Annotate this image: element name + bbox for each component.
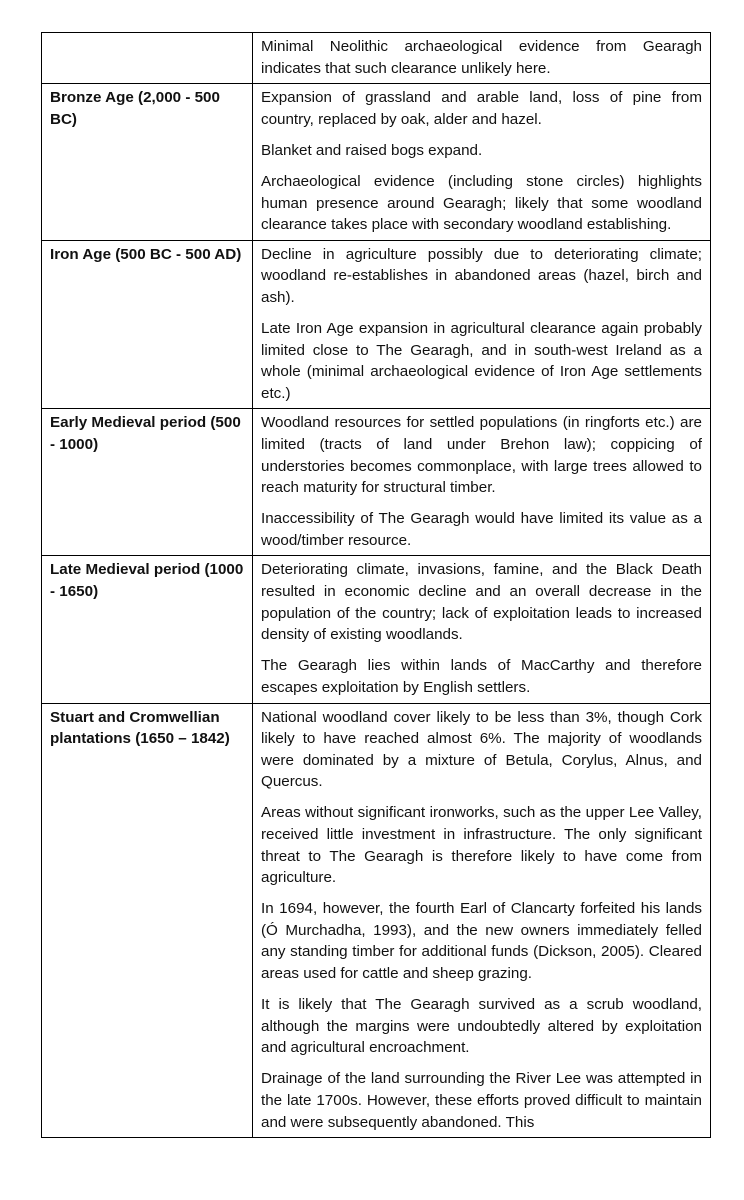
description-paragraph: It is likely that The Gearagh survived as a scrub woodland, although the margins were undoubtedly altered by exploitation and agricultural encroachment. (261, 996, 702, 1057)
table-row (42, 409, 711, 556)
period-cell: Early Medieval period (500 - 1000) (42, 409, 253, 556)
description-paragraph: Archaeological evidence (including stone circles) highlights human presence around Gearagh; likely that some woodland clearance takes place with secondary woodland establishing. (261, 172, 702, 234)
description-paragraph: The Gearagh lies within lands of MacCarthy and therefore escapes exploitation by English settlers. (261, 657, 702, 696)
description-cell (253, 240, 711, 409)
description-paragraph: Late Iron Age expansion in agricultural clearance again probably limited close to The Gearagh, and in south-west Ireland as a whole (minimal archaeological evidence of Iron Age settlements etc.) (261, 320, 702, 402)
period-cell (42, 33, 253, 84)
description-paragraph: Inaccessibility of The Gearagh would have limited its value as a wood/timber resource. (261, 510, 702, 549)
description-cell (253, 703, 711, 1138)
history-table (41, 32, 711, 1138)
period-cell: Bronze Age (2,000 - 500 BC) (42, 84, 253, 241)
table-row (42, 33, 711, 84)
description-paragraph: Areas without significant ironworks, such as the upper Lee Valley, received little investment in infrastructure. The only significant threat to The Gearagh is therefore likely to have come from agriculture. (261, 804, 702, 887)
table-row (42, 84, 711, 241)
description-cell (253, 556, 711, 703)
description-paragraph: Woodland resources for settled populations (in ringforts etc.) are limited (tracts of land under Brehon law); coppicing of understories becomes commonplace, with large trees allowed to reach maturity for structural timber. (261, 414, 702, 497)
description-paragraph: In 1694, however, the fourth Earl of Clancarty forfeited his lands (Ó Murchadha, 1993), and the new owners immediately felled any standing timber for additional funds (Dickson, 2005). Cleared areas used for cattle and sheep grazing. (261, 900, 702, 983)
description-paragraph: Expansion of grassland and arable land, loss of pine from country, replaced by oak, alder and hazel. (261, 89, 702, 128)
description-cell (253, 33, 711, 84)
description-paragraph: Decline in agriculture possibly due to deteriorating climate; woodland re-establishes in abandoned areas (hazel, birch and ash). (261, 245, 702, 306)
period-cell: Iron Age (500 BC - 500 AD) (42, 240, 253, 409)
table-row (42, 703, 711, 1138)
description-paragraph: National woodland cover likely to be less than 3%, though Cork likely to have reached almost 6%. The majority of woodlands were dominated by a mixture of Betula, Corylus, Alnus, and Quercus. (261, 708, 702, 791)
period-cell: Stuart and Cromwellian plantations (1650 – 1842) (42, 703, 253, 1138)
description-paragraph: Deteriorating climate, invasions, famine, and the Black Death resulted in economic decline and an overall decrease in the population of the country; lack of exploitation leads to increased density of existing woodlands. (261, 561, 702, 644)
description-paragraph: Drainage of the land surrounding the River Lee was attempted in the late 1700s. However, these efforts proved difficult to maintain and were subsequently abandoned. This (261, 1070, 702, 1131)
table-row (42, 556, 711, 703)
table-row (42, 240, 711, 409)
description-paragraph: Minimal Neolithic archaeological evidence from Gearagh indicates that such clearance unlikely here. (261, 38, 702, 77)
description-cell (253, 84, 711, 241)
description-paragraph: Blanket and raised bogs expand. (261, 141, 483, 159)
description-cell (253, 409, 711, 556)
period-cell: Late Medieval period (1000 - 1650) (42, 556, 253, 703)
